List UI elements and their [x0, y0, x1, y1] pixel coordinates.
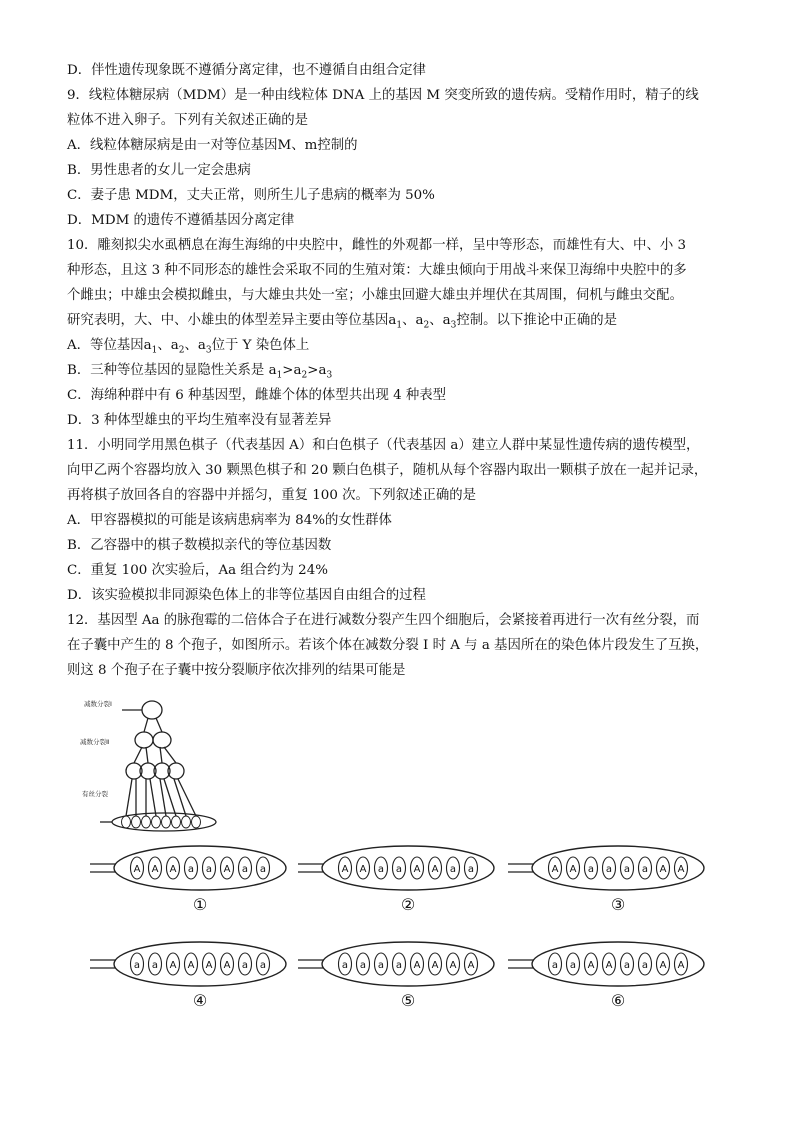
asci-options-figure: [80, 828, 720, 1018]
q9-option-a: A．线粒体糖尿病是由一对等位基因M、m控制的: [67, 138, 358, 153]
ascus-option: [298, 846, 494, 914]
spore-genotype: a: [605, 864, 613, 875]
spore-genotype: A: [169, 864, 177, 875]
spore-genotype: A: [359, 864, 367, 875]
spore-genotype: a: [341, 960, 349, 971]
spore-genotype: a: [467, 864, 475, 875]
spore-genotype: A: [431, 960, 439, 971]
spore-genotype: a: [623, 864, 631, 875]
spore-genotype: a: [395, 864, 403, 875]
ascus-number: ①: [192, 895, 208, 914]
spore-genotype: a: [359, 960, 367, 971]
q9-option-c: C．妻子患 MDM，丈夫正常，则所生儿子患病的概率为 50%: [67, 188, 435, 203]
q12-stem-line1: 12．基因型 Aa 的脉孢霉的二倍体合子在进行减数分裂产生四个细胞后，会紧接着再进行一次有丝分裂，而: [67, 613, 700, 628]
q11-option-d: D．该实验模拟非同源染色体上的非等位基因自由组合的过程: [67, 588, 426, 603]
label-mitosis: 有丝分裂: [82, 790, 108, 798]
spore-genotype: A: [223, 960, 231, 971]
ascus-number: ⑤: [400, 991, 416, 1010]
q10-option-b: B．三种等位基因的显隐性关系是 $a_1>a_2>a_3$: [67, 363, 333, 381]
spore-genotype: A: [431, 864, 439, 875]
spore-genotype: A: [341, 864, 349, 875]
spore-genotype: A: [605, 960, 613, 971]
spore-genotype: A: [551, 864, 559, 875]
spore-genotype: a: [241, 960, 249, 971]
spore-genotype: A: [677, 864, 685, 875]
q10-option-d: D．3 种体型雄虫的平均生殖率没有显著差异: [67, 413, 332, 428]
q11-option-a: A．甲容器模拟的可能是该病患病率为 84%的女性群体: [67, 513, 392, 528]
spore-genotype: a: [641, 960, 649, 971]
spore-genotype: a: [241, 864, 249, 875]
spore-genotype: A: [413, 864, 421, 875]
asci-group: [90, 846, 704, 1010]
q11-stem-line2: 向甲乙两个容器均放入 30 颗黑色棋子和 20 颗白色棋子，随机从每个容器内取出一颗棋子放在一起并记录，: [67, 463, 708, 478]
q12-stem-line3: 则这 8 个孢子在子囊中按分裂顺序依次排列的结果可能是: [67, 663, 406, 678]
spore-genotype: A: [587, 960, 595, 971]
zygote-cell: [142, 701, 162, 719]
label-meiosis2: 减数分裂Ⅱ: [80, 738, 110, 746]
ascus-number: ②: [400, 895, 416, 914]
spore-genotype: a: [551, 960, 559, 971]
spore-genotype: A: [413, 960, 421, 971]
spore-genotype: a: [133, 960, 141, 971]
spore-genotype: A: [133, 864, 141, 875]
spore-genotype: a: [205, 864, 213, 875]
q9-option-d: D．MDM 的遗传不遵循基因分离定律: [67, 213, 295, 228]
ascus-option: [508, 942, 704, 1010]
spore-genotype: a: [151, 960, 159, 971]
ascus-option: [90, 942, 286, 1010]
ascus-option: [508, 846, 704, 914]
spore-genotype: a: [377, 864, 385, 875]
q10-option-a: A．等位基因$a_1$、$a_2$、$a_3$位于 Y 染色体上: [67, 338, 310, 356]
spore-genotype: A: [467, 960, 475, 971]
spore-genotype: a: [377, 960, 385, 971]
label-meiosis1: 减数分裂Ⅰ: [84, 700, 112, 708]
spore-genotype: A: [449, 960, 457, 971]
q10-stem-line2: 种形态，且这 3 种不同形态的雄性会采取不同的生殖对策：大雄虫倾向于用战斗来保卫海绵中央腔中的多: [67, 263, 687, 278]
spore-genotype: a: [641, 864, 649, 875]
spore-genotype: A: [151, 864, 159, 875]
spore-genotype: A: [169, 960, 177, 971]
q11-option-c: C．重复 100 次实验后，Aa 组合约为 24%: [67, 563, 328, 578]
q12-stem-line2: 在子囊中产生的 8 个孢子，如图所示。若该个体在减数分裂 I 时 A 与 a 基因所在的染色体片段发生了互换，: [67, 638, 709, 653]
spore-genotype: A: [659, 960, 667, 971]
q11-option-b: B．乙容器中的棋子数模拟亲代的等位基因数: [67, 538, 332, 553]
q10-option-c: C．海绵种群中有 6 种基因型，雌雄个体的体型共出现 4 种表型: [67, 388, 447, 403]
q9-option-b: B．男性患者的女儿一定会患病: [67, 163, 251, 178]
spore-genotype: A: [677, 960, 685, 971]
spore-genotype: a: [259, 960, 267, 971]
q10-stem-line1: 10．雕刻拟尖水虱栖息在海生海绵的中央腔中，雌性的外观都一样，呈中等形态，而雄性有大、中、小 3: [67, 238, 686, 253]
spore-genotype: a: [587, 864, 595, 875]
meiosis1-cell: [135, 732, 153, 748]
spore-genotype: A: [659, 864, 667, 875]
q9-stem-line1: 9．线粒体糖尿病（MDM）是一种由线粒体 DNA 上的基因 M 突变所致的遗传病。受精作用时，精子的线: [67, 88, 699, 103]
ascus-number: ⑥: [610, 991, 626, 1010]
q11-stem-line3: 再将棋子放回各自的容器中并摇匀，重复 100 次。下列叙述正确的是: [67, 488, 477, 503]
q10-stem-line4: 研究表明，大、中、小雄虫的体型差异主要由等位基因$a_1$、$a_2$、$a_3$控制。以下推论中正确的是: [67, 313, 617, 331]
spore-genotype: a: [259, 864, 267, 875]
spore-genotype: a: [569, 960, 577, 971]
q10-stem-line3: 个雌虫；中雄虫会模拟雌虫，与大雄虫共处一室；小雄虫回避大雄虫并埋伏在其周围，伺机与雌虫交配。: [67, 288, 683, 303]
spore-genotype: A: [187, 960, 195, 971]
spore-genotype: a: [395, 960, 403, 971]
q9-stem-line2: 粒体不进入卵子。下列有关叙述正确的是: [67, 113, 309, 128]
ascus-number: ③: [610, 895, 626, 914]
spore-genotype: a: [449, 864, 457, 875]
ascus-option: [298, 942, 494, 1010]
q8-option-d: D．伴性遗传现象既不遵循分离定律，也不遵循自由组合定律: [67, 63, 426, 78]
spore-genotype: A: [205, 960, 213, 971]
meiosis1-cell: [153, 732, 171, 748]
spore-genotype: A: [569, 864, 577, 875]
meiosis-diagram: [74, 688, 224, 838]
spore-genotype: a: [623, 960, 631, 971]
question-content: [67, 58, 731, 683]
spore-genotype: A: [223, 864, 231, 875]
ascus-number: ④: [192, 991, 208, 1010]
q11-stem-line1: 11．小明同学用黑色棋子（代表基因 A）和白色棋子（代表基因 a）建立人群中某显性遗传病的遗传模型，: [67, 438, 700, 453]
ascus-option: [90, 846, 286, 914]
spore-genotype: a: [187, 864, 195, 875]
